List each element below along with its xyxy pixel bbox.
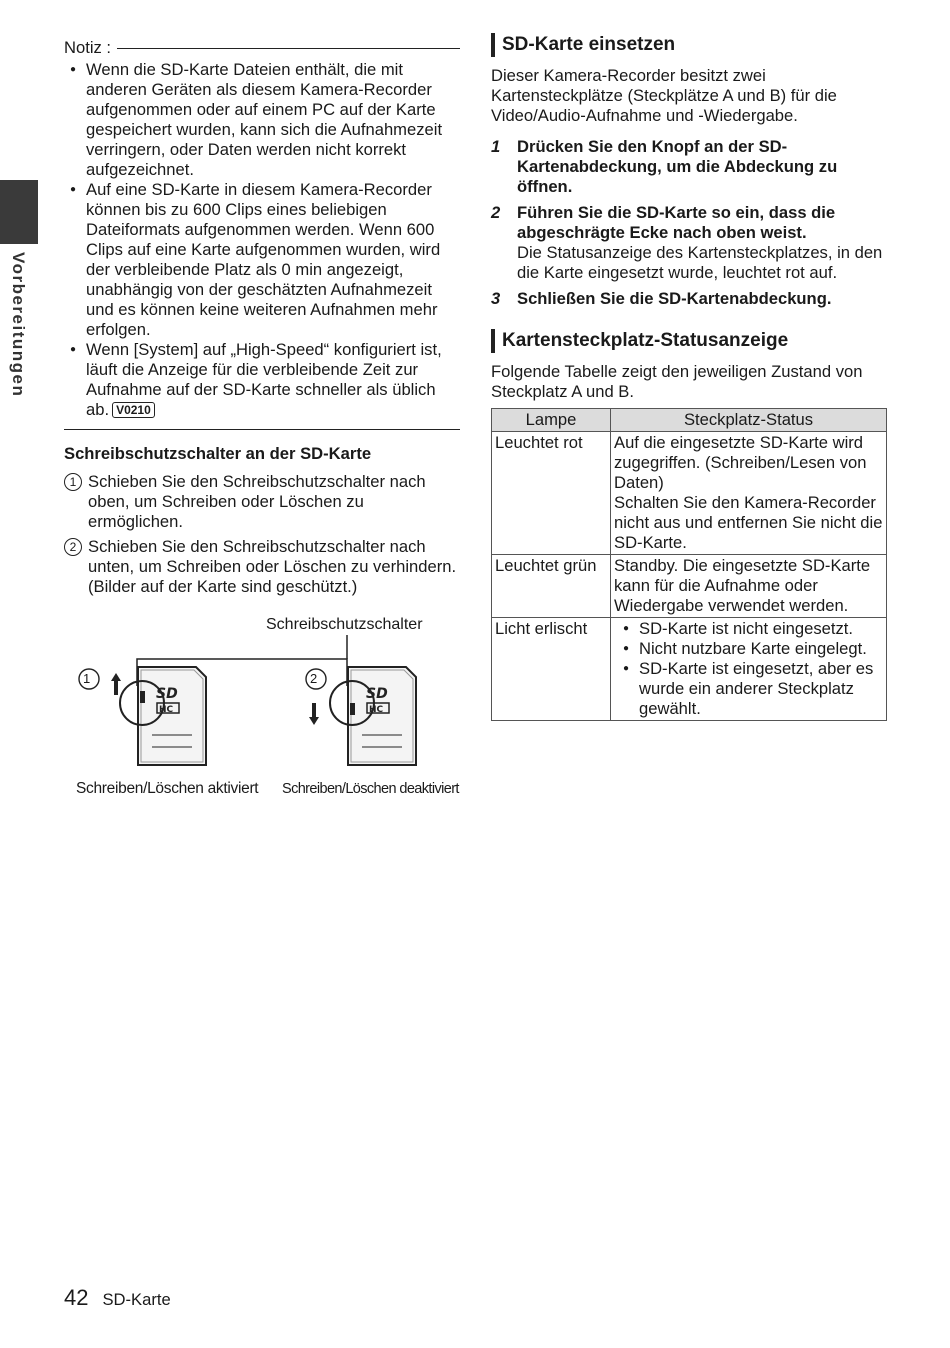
step-number: 3 <box>491 289 501 308</box>
note-item: ● Wenn die SD-Karte Dateien enthält, die mit anderen Geräten als diesem Kamera-Recorder aufgenommen oder auf einem PC auf der Karte gespeichert wurden, kann sich die Aufnahmezeit verringern, oder Daten werden nicht korrekt aufgezeichnet. <box>64 60 460 180</box>
write-protect-heading: Schreibschutzschalter an der SD-Karte <box>64 444 372 463</box>
note-divider <box>64 429 460 430</box>
caption-write-enabled: Schreiben/Löschen aktiviert <box>76 780 259 797</box>
switch-label: Schreibschutzschalter <box>266 616 423 633</box>
svg-text:SD: SD <box>156 686 178 702</box>
sd-card-left <box>111 667 206 765</box>
step-instruction: Drücken Sie den Knopf an der SD-Kartenabdeckung, um die Abdeckung zu öffnen. <box>517 137 838 196</box>
insert-intro: Dieser Kamera-Recorder besitzt zwei Kartensteckplätze (Steckplätze A und B) für die Video/Audio-Aufnahme und -Wiedergabe. <box>491 66 837 125</box>
table-row <box>492 618 887 721</box>
table-header-row <box>492 409 887 432</box>
caption-write-disabled: Schreiben/Löschen deaktiviert <box>282 781 459 797</box>
table-row <box>492 555 887 618</box>
step-number: 2 <box>491 203 501 222</box>
status-intro: Folgende Tabelle zeigt den jeweiligen Zustand von Steckplatz A und B. <box>491 362 863 401</box>
column-header-lamp: Lampe <box>492 409 611 432</box>
svg-text:HC: HC <box>369 705 384 715</box>
column-header-status: Steckplatz-Status <box>611 409 887 432</box>
write-protect-item <box>64 537 460 597</box>
note-item: ● Auf eine SD-Karte in diesem Kamera-Recorder können bis zu 600 Clips eines beliebigen Dateiformats aufgenommen werden. Wenn 600 Clips auf eine Karte aufgenommen wurden, wird der verbleibende Platz als 0 min angezeigt, unabhängig von der geschätzten Aufnahmezeit und es können keine weiteren Aufnahmen mehr erfolgen. <box>64 180 460 340</box>
page-number: 42 <box>64 1285 89 1310</box>
side-tab-marker <box>0 180 38 244</box>
status-text: Schalten Sie den Kamera-Recorder nicht aus und entfernen Sie nicht die SD-Karte. <box>614 493 883 552</box>
note-list <box>64 60 460 420</box>
write-protect-text: Schieben Sie den Schreibschutzschalter nach unten, um Schreiben oder Löschen zu verhindern. (Bilder auf der Karte sind geschützt.) <box>88 537 457 596</box>
status-bullet: ● SD-Karte ist nicht eingesetzt. <box>614 619 883 639</box>
side-tab-label: Vorbereitungen <box>9 252 28 398</box>
status-bullet: ● Nicht nutzbare Karte eingelegt. <box>614 639 883 659</box>
note-item <box>64 340 460 420</box>
status-cell <box>611 432 887 555</box>
sd-card-figure <box>64 616 460 819</box>
lamp-cell: Leuchtet rot <box>492 432 611 555</box>
marker-2: 2 <box>310 671 318 686</box>
page-footer <box>64 1285 171 1310</box>
footer-section: SD-Karte <box>102 1290 171 1309</box>
status-text: Auf die eingesetzte SD-Karte wird zugegriffen. (Schreiben/Lesen von Daten) <box>614 433 867 492</box>
lamp-cell: Licht erlischt <box>492 618 611 721</box>
status-cell <box>611 618 887 721</box>
note-rule <box>117 48 460 49</box>
table-row <box>492 432 887 555</box>
left-column <box>64 37 460 819</box>
note-item-text: Wenn [System] auf „High-Speed“ konfiguriert ist, läuft die Anzeige für die verbleibende Zeit zur Aufnahme auf der SD-Karte schneller als üblich ab. <box>86 340 442 419</box>
note-header <box>64 37 460 59</box>
status-cell: Standby. Die eingesetzte SD-Karte kann für die Aufnahme oder Wiedergabe verwendet werden. <box>611 555 887 618</box>
step-instruction: Führen Sie die SD-Karte so ein, dass die abgeschrägte Ecke nach oben weist. <box>517 203 836 242</box>
status-bullet-list <box>614 619 883 719</box>
write-protect-list <box>64 472 460 597</box>
step-item <box>491 289 887 309</box>
status-table <box>491 408 887 721</box>
circled-number: 2 <box>64 538 82 556</box>
version-badge: V0210 <box>112 402 155 418</box>
step-note: Die Statusanzeige des Kartensteckplatzes, in den die Karte eingesetzt wurde, leuchtet rot auf. <box>517 243 883 282</box>
insert-steps <box>491 137 887 309</box>
circled-number: 1 <box>64 473 82 491</box>
step-item <box>491 203 887 283</box>
svg-text:HC: HC <box>159 705 174 715</box>
status-heading: Kartensteckplatz-Statusanzeige <box>491 329 887 353</box>
write-protect-text: Schieben Sie den Schreibschutzschalter nach oben, um Schreiben oder Löschen zu ermöglichen. <box>88 472 426 531</box>
insert-heading: SD-Karte einsetzen <box>491 33 887 57</box>
write-protect-item <box>64 472 460 532</box>
step-number: 1 <box>491 137 501 156</box>
step-instruction: Schließen Sie die SD-Kartenabdeckung. <box>517 289 832 308</box>
note-label: Notiz : <box>64 38 112 57</box>
svg-text:SD: SD <box>366 686 388 702</box>
right-column <box>491 33 887 721</box>
status-bullet: ● SD-Karte ist eingesetzt, aber es wurde ein anderer Steckplatz gewählt. <box>614 659 883 719</box>
lamp-cell: Leuchtet grün <box>492 555 611 618</box>
step-item <box>491 137 887 197</box>
marker-1: 1 <box>83 671 91 686</box>
